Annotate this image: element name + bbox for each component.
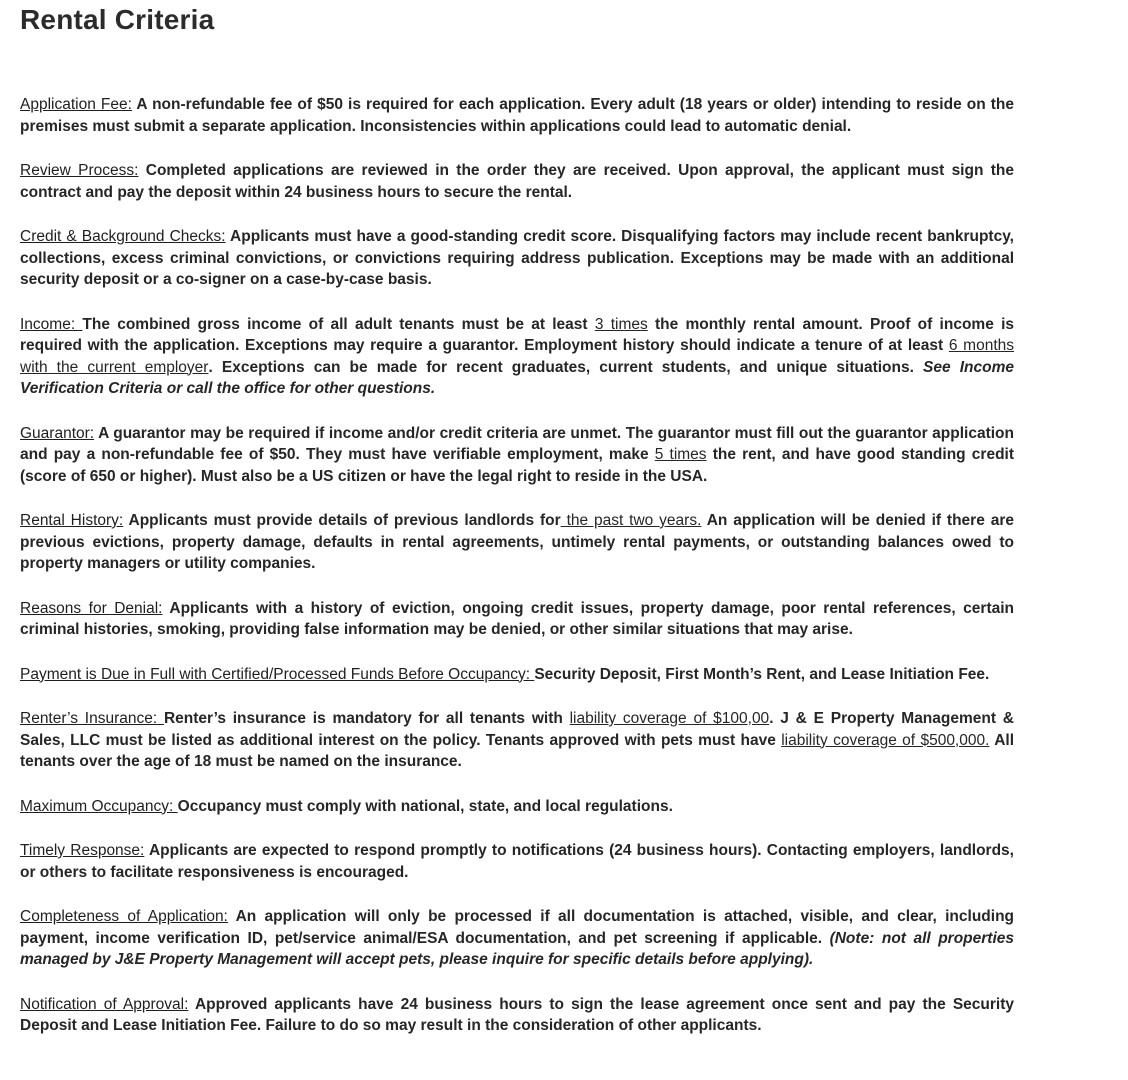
section-label: Reasons for Denial: (20, 599, 163, 617)
section-text: . Exceptions can be made for recent graduates, current students, and unique situations. (208, 358, 924, 376)
section-label: Income: (20, 315, 83, 333)
section-timely-response (20, 840, 1014, 883)
section-text: Applicants with a history of eviction, ongoing credit issues, property damage, poor rental references, certain criminal histories, smoking, providing false information may be denied, or other similar situations that may arise. (20, 599, 1015, 638)
section-income (20, 314, 1014, 400)
section-label: Payment is Due in Full with Certified/Processed Funds Before Occupancy: (20, 665, 535, 683)
section-text: An application will only be processed if all documentation is attached, visible, and clear, including payment, income verification ID, pet/service animal/ESA documentation, and pet screening if applicable. (20, 908, 1014, 947)
underlined-term: 6 months with the current employer (20, 337, 1014, 376)
section-label: Notification of Approval: (20, 995, 189, 1013)
section-text: Applicants are expected to respond promptly to notifications (24 business hours). Contacting employers, landlords, or others to facilitate responsiveness is encouraged. (20, 842, 1014, 881)
section-rental-history (20, 510, 1014, 575)
criteria-list (20, 94, 1014, 1060)
section-label: Application Fee: (20, 96, 132, 113)
section-review-process (20, 160, 1014, 203)
page-title: Rental Criteria (20, 4, 215, 35)
section-text: the rent, and have good standing credit (score of 650 or higher). Must also be a US citizen or have the legal right to reside in the USA. (20, 446, 1015, 485)
italic-note: See Income Verification Criteria or call the office for other questions. (20, 358, 1014, 397)
section-text: Approved applicants have 24 business hours to sign the lease agreement once sent and pay the Security Deposit and Lease Initiation Fee. Failure to do so may result in the consideration of other applicants. (20, 995, 1015, 1034)
section-text: Applicants must provide details of previous landlords for (123, 512, 561, 529)
section-label: Renter’s Insurance: (20, 710, 164, 727)
italic-note: (Note: not all properties managed by J&E Property Management will accept pets, please inquire for specific details before applying). (20, 929, 1014, 968)
section-notification-of-approval (20, 994, 1014, 1037)
section-label: Credit & Background Checks: (20, 228, 226, 245)
section-application-fee (20, 94, 1014, 137)
section-text: Security Deposit, First Month’s Rent, and Lease Initiation Fee. (534, 665, 990, 683)
section-label: Guarantor: (20, 424, 95, 442)
section-text: All tenants over the age of 18 must be named on the insurance. (20, 731, 1014, 770)
section-text: Applicants must have a good-standing credit score. Disqualifying factors may include recent bankruptcy, collections, excess criminal convictions, or convictions requiring address publication. Exceptions may be made with an additional security deposit or a co-signer on a case-by-case basis. (20, 228, 1014, 288)
section-label: Completeness of Application: (20, 908, 228, 925)
section-reasons-for-denial (20, 598, 1014, 641)
underlined-term: liability coverage of $100,00 (569, 710, 770, 727)
section-text: the monthly rental amount. Proof of income is required with the application. Exceptions may require a guarantor. Employment history should indicate a tenure of at least (20, 315, 1014, 354)
section-credit-background-checks (20, 226, 1014, 291)
underlined-term: 5 times (654, 446, 707, 463)
underlined-term: liability coverage of $500,000. (781, 731, 990, 749)
section-text: A guarantor may be required if income and/or credit criteria are unmet. The guarantor must fill out the guarantor application and pay a non-refundable fee of $50. They must have verifiable employment, make (20, 424, 1014, 463)
section-text: An application will be denied if there are previous evictions, property damage, defaults in rental agreements, untimely rental payments, or outstanding balances owed to property managers or utility companies. (20, 512, 1014, 572)
underlined-term: the past two years. (560, 512, 702, 529)
section-guarantor (20, 423, 1014, 488)
section-text: Occupancy must comply with national, state, and local regulations. (177, 797, 673, 815)
section-renters-insurance (20, 708, 1014, 773)
section-text: A non-refundable fee of $50 is required for each application. Every adult (18 years or older) intending to reside on the premises must submit a separate application. Inconsistencies within applications could lead to automatic denial. (20, 96, 1015, 135)
section-label: Review Process: (20, 162, 139, 179)
section-label: Maximum Occupancy: (20, 797, 178, 815)
section-text: Completed applications are reviewed in the order they are received. Upon approval, the applicant must sign the contract and pay the deposit within 24 business hours to secure the rental. (20, 162, 1014, 201)
section-label: Timely Response: (20, 842, 145, 859)
section-text: . J & E Property Management & Sales, LLC must be listed as additional interest on the policy. Tenants approved with pets must have (20, 710, 1014, 749)
section-label: Rental History: (20, 512, 124, 529)
section-payment-due (20, 664, 1014, 686)
section-text: Renter’s insurance is mandatory for all tenants with (163, 710, 570, 727)
section-completeness-of-application (20, 906, 1014, 971)
section-text: The combined gross income of all adult tenants must be at least (82, 315, 595, 333)
underlined-term: 3 times (594, 315, 648, 333)
section-maximum-occupancy (20, 796, 1014, 818)
